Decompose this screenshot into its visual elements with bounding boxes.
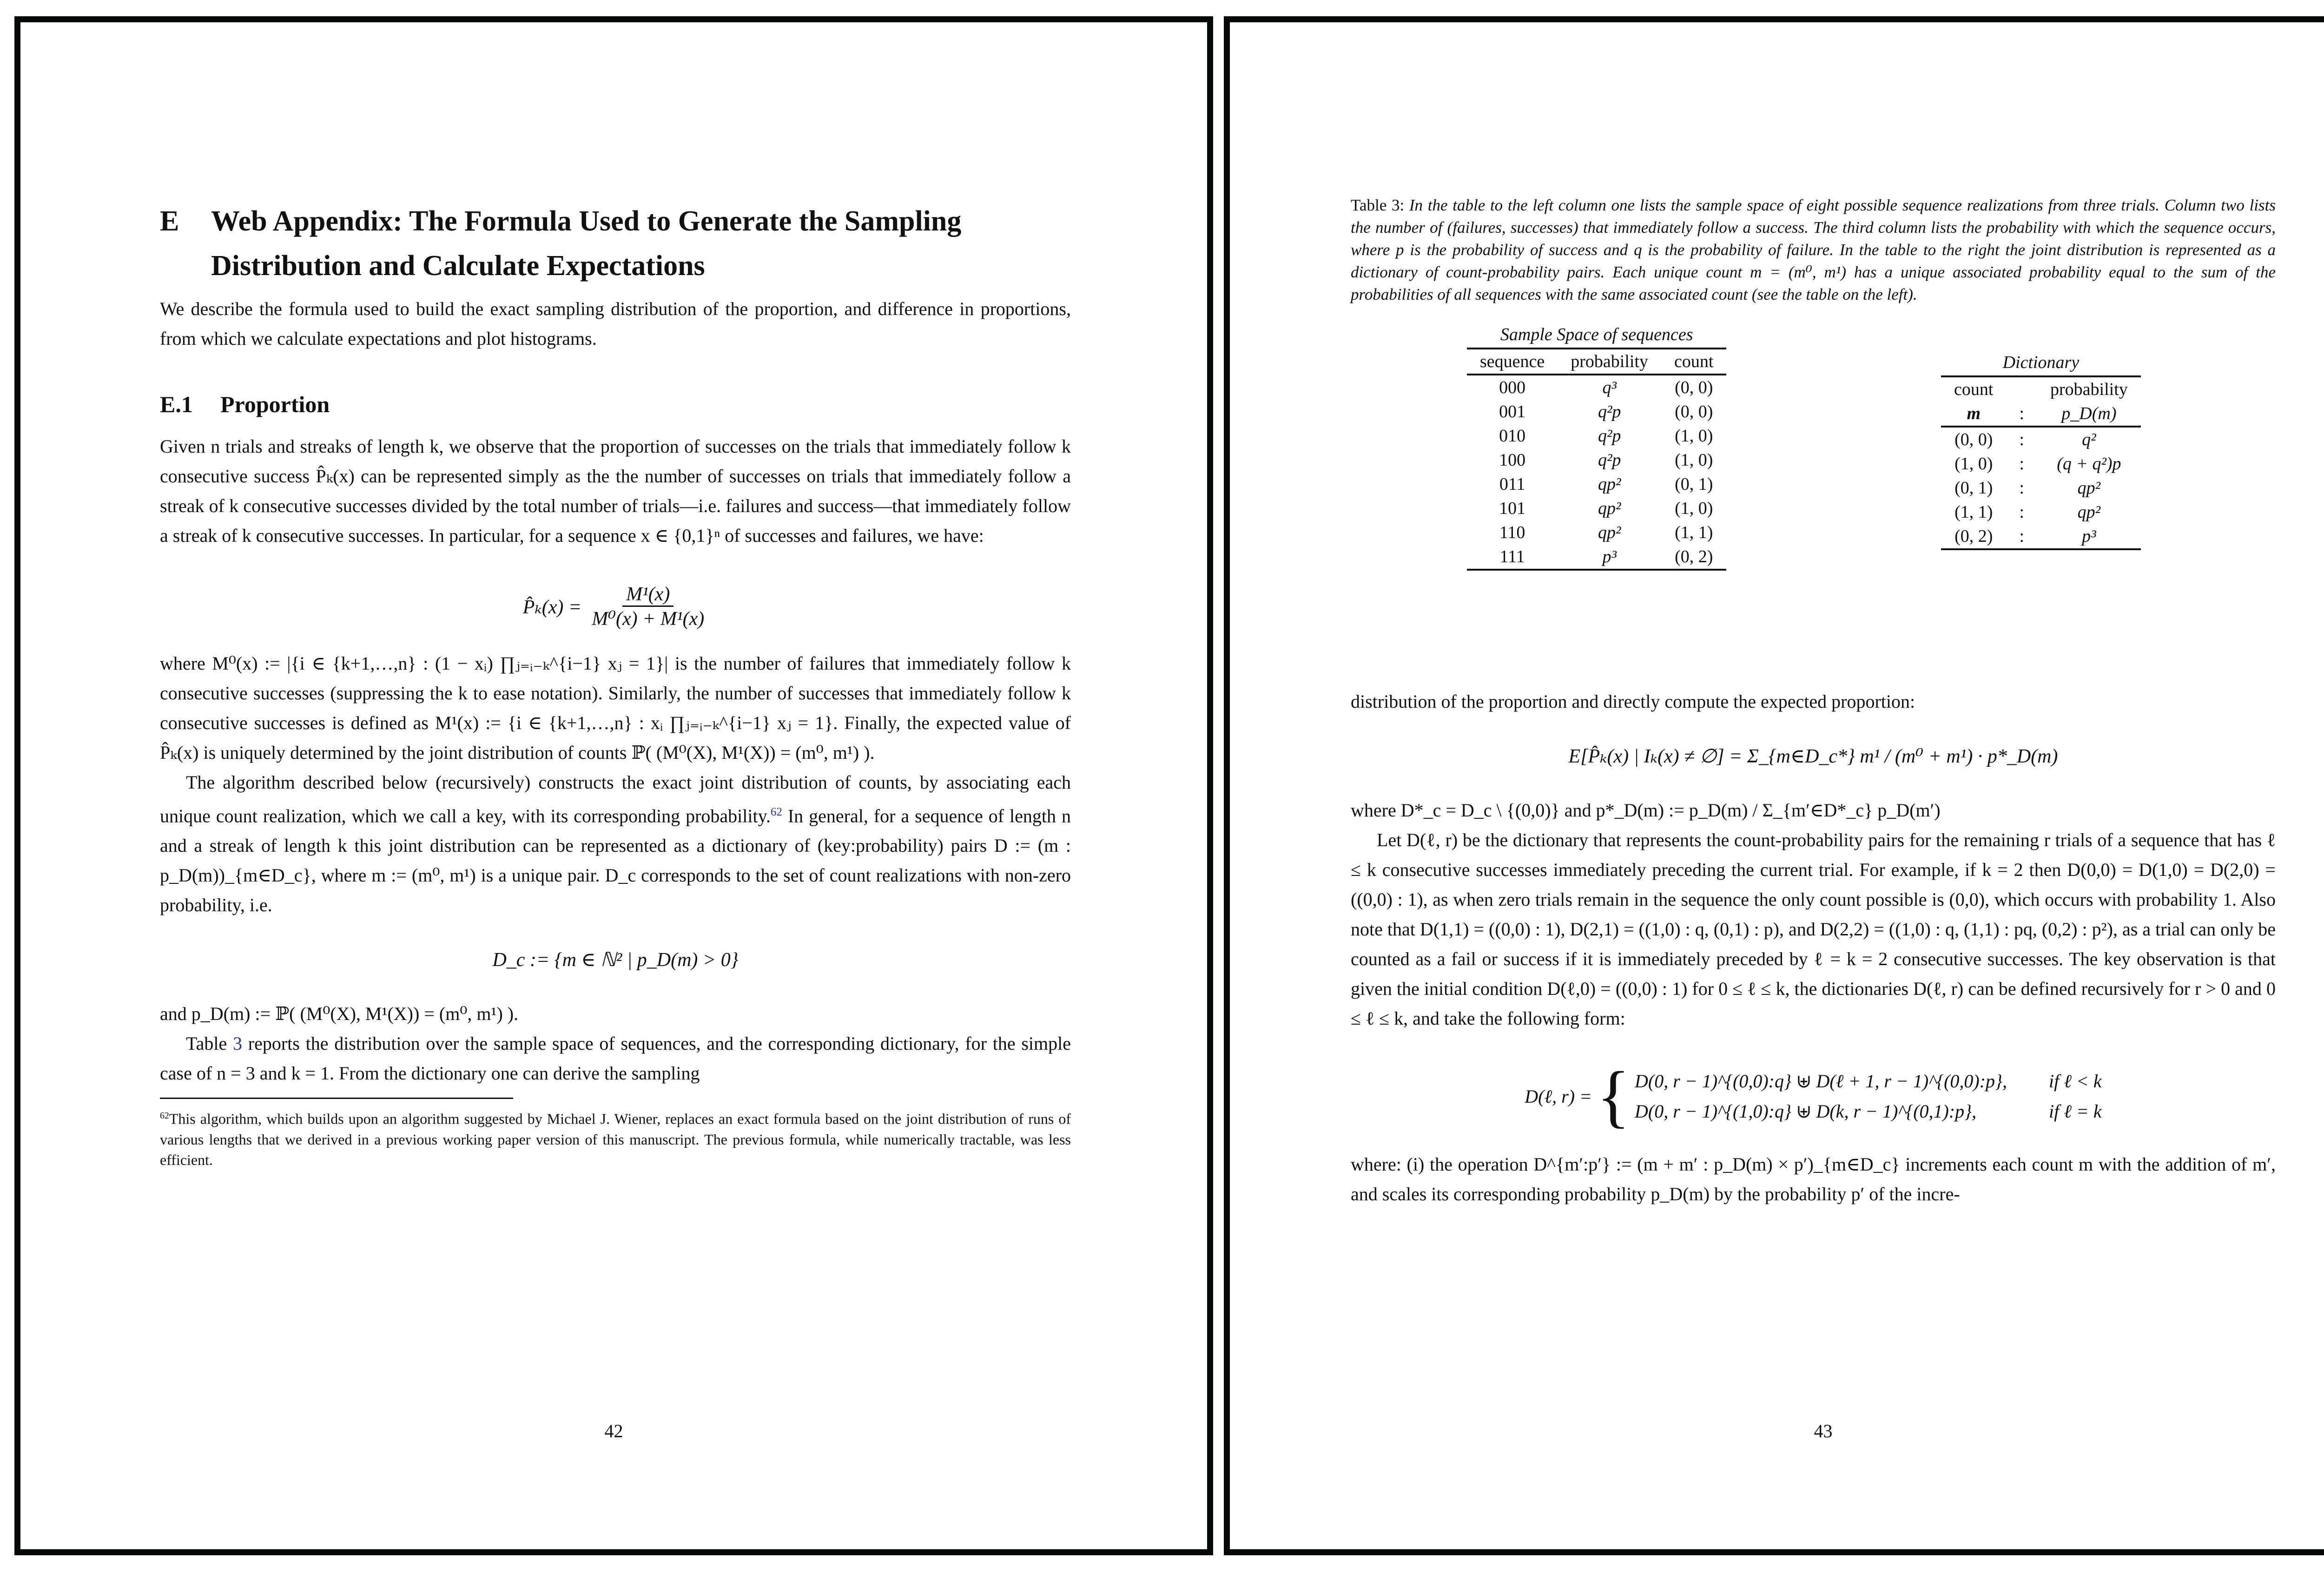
page-number: 43: [1814, 1421, 1833, 1441]
count-cell: (0, 2): [1941, 524, 2006, 549]
probability-cell: qp²: [1598, 523, 1621, 542]
sequence-cell: 101: [1499, 499, 1526, 518]
sequence-cell: 100: [1499, 450, 1526, 470]
column-header: probability: [2037, 376, 2141, 401]
count-cell: (0, 1): [1675, 474, 1713, 494]
table-row: [1941, 524, 2141, 549]
count-cell: (0, 0): [1675, 378, 1713, 397]
table-row: [1467, 375, 1726, 400]
separator-cell: :: [2019, 478, 2024, 498]
table-row: [1467, 472, 1726, 496]
table-row: [1941, 427, 2141, 452]
paragraph-text: reports the distribution over the sample space of sequences, and the corresponding dictionary, for the simple case of n = 3 and k = 1. From the dictionary one can derive the sampling: [160, 1033, 1071, 1084]
sequence-cell: 010: [1499, 426, 1526, 446]
sequence-cell: 111: [1467, 545, 1558, 570]
count-cell: (1, 0): [1675, 499, 1713, 518]
table-header-row: [1941, 401, 2141, 427]
cases: [1635, 1070, 2102, 1122]
count-cell: (0, 2): [1661, 545, 1726, 570]
separator-cell: :: [2019, 454, 2024, 474]
separator-cell: :: [2006, 524, 2037, 549]
sequence-cell: 001: [1499, 402, 1526, 421]
count-cell: (0, 1): [1954, 478, 1993, 498]
paragraph: distribution of the proportion and directly compute the expected proportion:: [1351, 691, 1915, 712]
section-heading: [160, 199, 1071, 288]
dictionary-title: Dictionary: [2002, 353, 2080, 372]
table-header-row: [1467, 349, 1726, 375]
probability-cell: qp²: [1598, 499, 1621, 518]
footnote-text: This algorithm, which builds upon an algorithm suggested by Michael J. Wiener, replaces an exact formula based on the joint distribution of runs of various lengths that we derived in a previous working paper version of this manuscript. The previous formula, while numerically tractable, was less efficient.: [160, 1110, 1071, 1168]
column-header: [2006, 376, 2037, 401]
page-42: [14, 16, 1213, 1555]
footnote-mark: 62: [160, 1111, 169, 1121]
subsection-heading: [160, 391, 1071, 418]
tables-row: [1351, 324, 2276, 687]
probability-cell: (q + q²)p: [2057, 454, 2121, 474]
count-cell: (1, 0): [1675, 450, 1713, 470]
count-cell: (1, 0): [1954, 454, 1993, 474]
table-row: [1941, 452, 2141, 476]
dictionary-body: [1941, 427, 2141, 549]
table-row: [1467, 400, 1726, 424]
table-ref-link[interactable]: 3: [233, 1033, 243, 1054]
equation-recursion: [1351, 1058, 2276, 1135]
page-42-body: [160, 294, 1071, 1170]
table-row: [1467, 520, 1726, 545]
column-header: probability: [1558, 349, 1661, 375]
table-row: [1467, 424, 1726, 448]
section-number: E: [160, 205, 179, 237]
equation-dc: D_c := {m ∈ ℕ² | p_D(m) > 0}: [492, 949, 739, 971]
probability-cell: qp²: [2077, 502, 2101, 522]
paragraph: where D*_c = D_c \ {(0,0)} and p*_D(m) := p_D(m) / Σ_{m′∈D*_c} p_D(m′): [1351, 800, 1941, 821]
table-row: [1941, 500, 2141, 524]
equation-proportion: [160, 583, 1071, 630]
paragraph-text: Table: [186, 1033, 227, 1054]
case-expr: D(0, r − 1)^{(0,0):q} ⊎ D(ℓ + 1, r − 1)^{(0,0):p},: [1635, 1071, 2007, 1092]
page-number: 42: [604, 1421, 623, 1441]
sequence-cell: 110: [1499, 523, 1525, 542]
paragraph: where M⁰(x) := |{i ∈ {k+1,…,n} : (1 − xᵢ) ∏ⱼ₌ᵢ₋ₖ^{i−1} xⱼ = 1}| is the number of failures that immediately follow k consecutive successes (suppressing the k to ease notation). Similarly, the number of successes that immediately follow k consecutive successes is defined as M¹(x) := {i ∈ {k+1,…,n} : xᵢ ∏ⱼ₌ᵢ₋ₖ^{i−1} xⱼ = 1}. Finally, the expected value of P̂ₖ(x) is uniquely determined by the joint distribution of counts ℙ( (M⁰(X), M¹(X)) = (m⁰, m¹) ).: [160, 653, 1071, 763]
case-cond: if ℓ < k: [2049, 1071, 2102, 1092]
table-caption: [1351, 194, 2276, 306]
fraction: [588, 583, 708, 630]
paragraph: where: (i) the operation D^{m′:p′} := (m + m′ : p_D(m) × p′)_{m∈D_c} increments each count m with the addition of m′, and scales its corresponding probability p_D(m) by the probability p′ of the incre-: [1351, 1154, 2276, 1204]
column-header: sequence: [1467, 349, 1558, 375]
count-cell: (1, 1): [1675, 523, 1713, 542]
paragraph-text: The algorithm described below (recursively) constructs the exact joint distribution of counts, by associating each unique count realization, which we call a key, with its corresponding probability.: [160, 772, 1071, 827]
probability-cell: p³: [1558, 545, 1661, 570]
numerator: M¹(x): [622, 583, 673, 607]
table-row: [1467, 496, 1726, 520]
column-header: p_D(m): [2037, 401, 2141, 427]
sample-space-title: Sample Space of sequences: [1500, 325, 1693, 344]
count-cell: (0, 0): [1954, 430, 1993, 449]
footnote-ref[interactable]: 62: [771, 806, 782, 818]
probability-cell: q²p: [1598, 426, 1621, 446]
subsection-title: Proportion: [220, 391, 330, 417]
probability-cell: q²: [2082, 430, 2096, 449]
table-row: [1467, 448, 1726, 472]
count-cell: (1, 1): [1954, 502, 1993, 522]
table-caption-label: Table 3:: [1351, 196, 1405, 214]
denominator: M⁰(x) + M¹(x): [592, 608, 705, 630]
sequence-cell: 011: [1499, 474, 1525, 494]
page-43: [1224, 16, 2324, 1555]
column-header: count: [1661, 349, 1726, 375]
intro-paragraph: We describe the formula used to build the exact sampling distribution of the proportion, and difference in proportions, from which we calculate expectations and plot histograms.: [160, 298, 1071, 349]
probability-cell: q²p: [1598, 450, 1621, 470]
footnote-rule: [160, 1098, 513, 1099]
subsection-number: E.1: [160, 391, 193, 417]
probability-cell: q²p: [1598, 402, 1621, 421]
equation-expectation: E[P̂ₖ(x) | Iₖ(x) ≠ ∅] = Σ_{m∈D_c*} m¹ / (m⁰ + m¹) · p*_D(m): [1568, 746, 2058, 767]
sample-space-table: [1467, 324, 1726, 571]
probability-cell: p³: [2037, 524, 2141, 549]
column-header: m: [1941, 401, 2006, 427]
column-header: count: [1941, 376, 2006, 401]
sequence-cell: 000: [1499, 378, 1526, 397]
case-expr: D(0, r − 1)^{(1,0):q} ⊎ D(k, r − 1)^{(0,1):p},: [1635, 1101, 1977, 1122]
table-row: [1941, 476, 2141, 500]
equation-lhs: P̂ₖ(x) =: [522, 596, 582, 618]
count-cell: (0, 0): [1675, 402, 1713, 421]
probability-cell: qp²: [2077, 478, 2101, 498]
probability-cell: q³: [1602, 378, 1617, 397]
column-header: :: [2006, 401, 2037, 427]
table-header-row: [1941, 376, 2141, 401]
paragraph: Let D(ℓ, r) be the dictionary that represents the count-probability pairs for the remaining r trials of a sequence that has ℓ ≤ k consecutive successes immediately preceding the current trial. For example, if k = 2 then D(0,0) = D(1,0) = D(2,0) = ((0,0) : 1), as when zero trials remain in the sequence the only count possible is (0,0), which occurs with probability 1. Also note that D(1,1) = ((0,0) : 1), D(2,1) = ((1,0) : q, (0,1) : p), and D(2,2) = ((1,0) : q, (1,1) : pq, (0,2) : p²), as a trial can only be counted as a fail or success if it is immediately preceded by ℓ = k = 2 consecutive successes. The key observation is that given the initial condition D(ℓ,0) = ((0,0) : 1) for 0 ≤ ℓ ≤ k, the dictionaries D(ℓ, r) can be defined recursively for r > 0 and 0 ≤ ℓ ≤ k, and take the following form:: [1351, 829, 2276, 1029]
paragraph: [160, 768, 1071, 920]
dictionary-table: [1941, 352, 2141, 550]
table-row: [1467, 545, 1726, 570]
paragraph-text: In general, for a sequence of length n and a streak of length k this joint distribution can be represented as a dictionary of (key:probability) pairs D := (m : p_D(m))_{m∈D_c}, where m := (m⁰, m¹) is a unique pair. D_c corresponds to the set of count realizations with non-zero probability, i.e.: [160, 805, 1071, 916]
case-cond: if ℓ = k: [2049, 1101, 2102, 1122]
equation-lhs: D(ℓ, r) =: [1525, 1085, 1592, 1107]
paragraph: [160, 1029, 1071, 1088]
paragraph: Given n trials and streaks of length k, we observe that the proportion of successes on the trials that immediately follow k consecutive success P̂ₖ(x) can be represented simply as the the number of successes on trials that immediately follow a streak of k consecutive successes divided by the total number of trials—i.e. failures and success—that immediately follow a streak of k consecutive successes. In particular, for a sequence x ∈ {0,1}ⁿ of successes and failures, we have:: [160, 436, 1071, 546]
section-title: Web Appendix: The Formula Used to Generate the Sampling Distribution and Calculate Expectations: [211, 205, 962, 282]
page-43-body: [1351, 194, 2276, 1209]
separator-cell: :: [2019, 502, 2024, 522]
paragraph: and p_D(m) := ℙ( (M⁰(X), M¹(X)) = (m⁰, m¹) ).: [160, 1003, 519, 1025]
table-caption-text: In the table to the left column one lists the sample space of eight possible sequence realizations from three trials. Column two lists the number of (failures, successes) that immediately follow a success. The third column lists the probability with which the sequence occurs, where p is the probability of success and q is the probability of failure. In the table to the right the joint distribution is represented as a dictionary of count-probability pairs. Each unique count m = (m⁰, m¹) has a unique associated probability equal to the sum of the probabilities of all sequences with the same associated count (see the table on the left).: [1351, 196, 2276, 303]
sample-space-body: [1467, 375, 1726, 570]
count-cell: (1, 0): [1675, 426, 1713, 446]
probability-cell: qp²: [1598, 474, 1621, 494]
separator-cell: :: [2019, 430, 2024, 449]
footnote: [160, 1105, 1071, 1170]
brace-icon: {: [1597, 1058, 1631, 1135]
